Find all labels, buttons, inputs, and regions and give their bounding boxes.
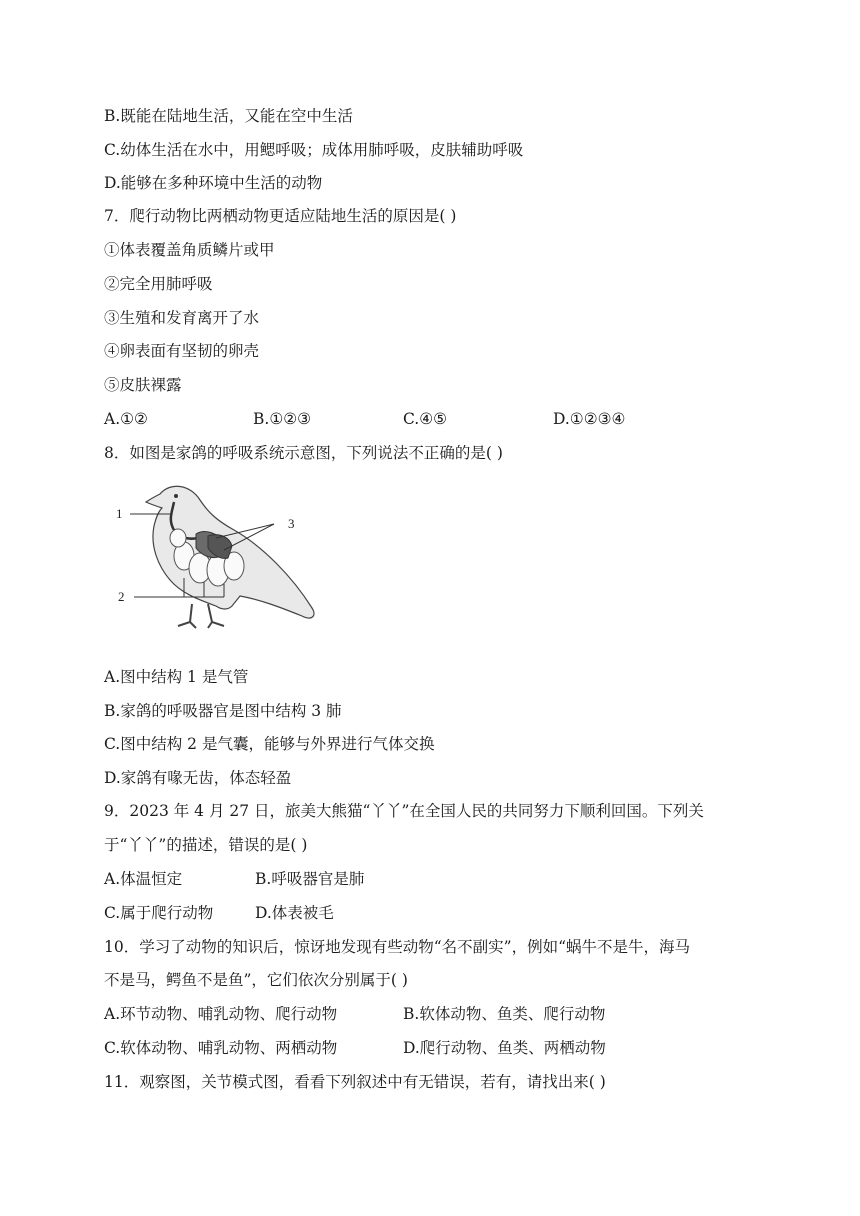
q10-option-a: A.环节动物、哺乳动物、爬行动物 <box>104 1005 338 1023</box>
q9-option-a: A.体温恒定 <box>104 870 183 888</box>
air-sac <box>170 529 186 547</box>
q6-option-c: C.幼体生活在水中，用鳃呼吸；成体用肺呼吸，皮肤辅助呼吸 <box>104 141 524 159</box>
q7-option-b: B.①②③ <box>253 410 312 428</box>
q10-option-b: B.软体动物、鱼类、爬行动物 <box>403 1005 606 1023</box>
q7-item-2: ②完全用肺呼吸 <box>104 275 213 293</box>
q9-stem-line-2: 于“丫丫”的描述，错误的是( ) <box>104 836 308 854</box>
pigeon-respiratory-diagram <box>112 476 322 636</box>
figure-label-1: 1 <box>116 506 123 521</box>
q8-option-b: B.家鸽的呼吸器官是图中结构 3 肺 <box>104 702 342 720</box>
q7-item-4: ④卵表面有坚韧的卵壳 <box>104 342 260 360</box>
q7-item-5: ⑤皮肤裸露 <box>104 376 182 394</box>
q8-option-c: C.图中结构 2 是气囊，能够与外界进行气体交换 <box>104 735 435 753</box>
q8-option-a: A.图中结构 1 是气管 <box>104 668 249 686</box>
q8-option-d: D.家鸽有喙无齿，体态轻盈 <box>104 769 292 787</box>
q10-option-d: D.爬行动物、鱼类、两栖动物 <box>403 1039 606 1057</box>
q7-stem: 7．爬行动物比两栖动物更适应陆地生活的原因是( ) <box>104 207 457 225</box>
q8-stem: 8．如图是家鸽的呼吸系统示意图，下列说法不正确的是( ) <box>104 444 503 462</box>
q10-stem-line-2: 不是马，鳄鱼不是鱼”，它们依次分别属于( ) <box>104 971 408 989</box>
figure-label-2: 2 <box>118 589 125 604</box>
q9-option-d: D.体表被毛 <box>255 904 334 922</box>
q9-option-c: C.属于爬行动物 <box>104 904 214 922</box>
pigeon-eye <box>174 494 178 498</box>
q7-option-a: A.①② <box>104 410 148 428</box>
q7-item-3: ③生殖和发育离开了水 <box>104 309 260 327</box>
figure-label-3: 3 <box>288 516 295 531</box>
q7-option-c: C.④⑤ <box>403 410 448 428</box>
q10-option-c: C.软体动物、哺乳动物、两栖动物 <box>104 1039 338 1057</box>
q6-option-b: B.既能在陆地生活，又能在空中生活 <box>104 107 353 125</box>
pigeon-legs <box>178 604 224 628</box>
q9-stem-line-1: 9．2023 年 4 月 27 日，旅美大熊猫“丫丫”在全国人民的共同努力下顺利回国。下列关 <box>104 802 704 820</box>
q7-option-d: D.①②③④ <box>553 410 626 428</box>
q11-stem: 11．观察图，关节模式图，看看下列叙述中有无错误，若有，请找出来( ) <box>104 1073 606 1091</box>
q6-option-d: D.能够在多种环境中生活的动物 <box>104 174 323 192</box>
q9-option-b: B.呼吸器官是肺 <box>255 870 365 888</box>
q7-item-1: ①体表覆盖角质鳞片或甲 <box>104 241 275 259</box>
q10-stem-line-1: 10．学习了动物的知识后，惊讶地发现有些动物“名不副实”，例如“蜗牛不是牛，海马 <box>104 938 690 956</box>
